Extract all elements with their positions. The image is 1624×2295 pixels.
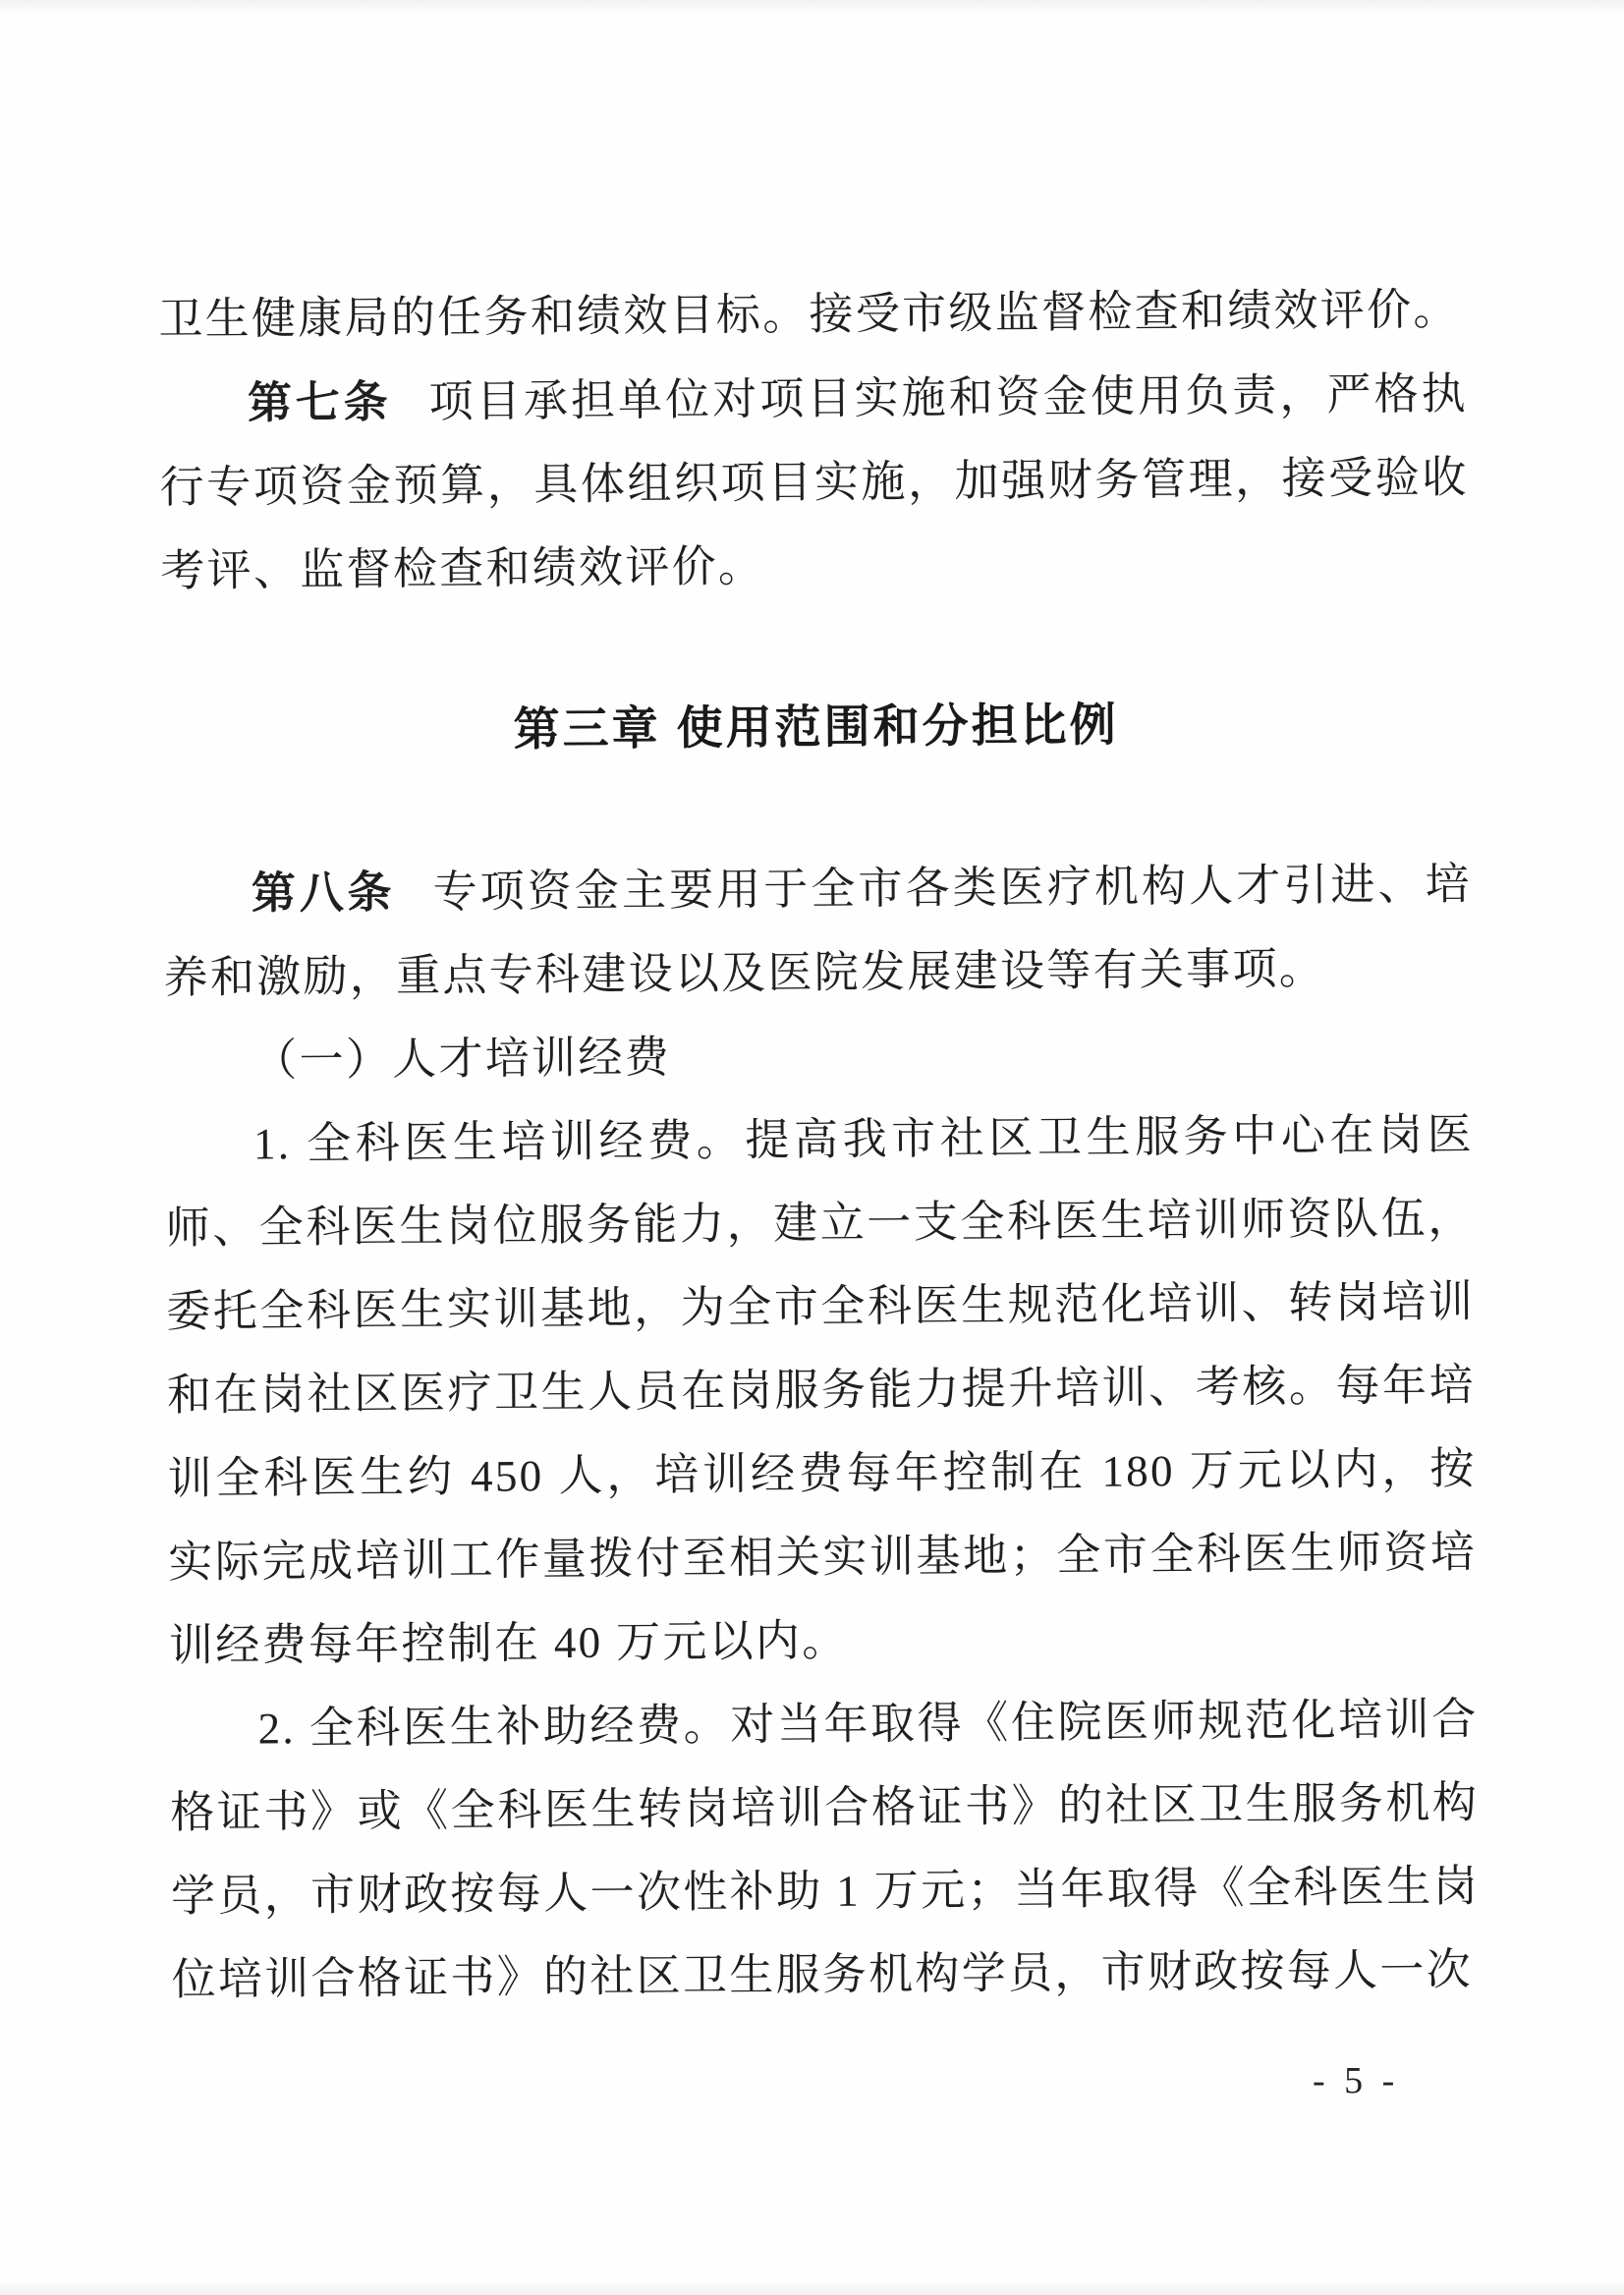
page-text-block <box>158 268 1481 2022</box>
paragraph-continuation: 卫生健康局的任务和绩效目标。接受市级监督检查和绩效评价。 <box>158 284 1460 345</box>
chapter-3-heading: 第三章 使用范围和分担比例 <box>513 698 1119 756</box>
article-7-text: 项目承担单位对项目实施和资金使用负责，严格执行专项资金预算，具体组织项目实施，加强财务管理，接受验收考评、监督检查和绩效评价。 <box>159 368 1469 596</box>
article-8-paragraph <box>163 842 1473 1020</box>
article-8-text: 专项资金主要用于全市各类医疗机构人才引进、培养和激励，重点专科建设以及医院发展建设等有关事项。 <box>163 859 1473 1003</box>
article-7-paragraph <box>159 352 1470 613</box>
item-1-point-2: 2. 全科医生补助经费。对当年取得《住院医师规范化培训合格证书》或《全科医生转岗培训合格证书》的社区卫生服务机构学员，市财政按每人一次性补助 1 万元；当年取得《全科医生岗位培训合格证书》的社区卫生服务机构学员，市财政按每人一次 <box>170 1694 1481 2005</box>
article-8-label: 第八条 <box>251 867 396 919</box>
page-number: - 5 - <box>1313 2060 1400 2101</box>
item-1-heading: （一）人才培训经费 <box>252 1033 672 1086</box>
article-7-label: 第七条 <box>247 376 392 428</box>
item-1-point-1: 1. 全科医生培训经费。提高我市社区卫生服务中心在岗医师、全科医生岗位服务能力，建立一支全科医生培训师资队伍，委托全科医生实训基地，为全市全科医生规范化培训、转岗培训和在岗社区医疗卫生人员在岗服务能力提升培训、考核。每年培训全科医生约 450 人，培训经费每年控制在 180 万元以内，按实际完成培训工作量拨付至相关实训基地；全市全科医生师资培训经费每年控制在 40 万元以内。 <box>165 1109 1478 1671</box>
